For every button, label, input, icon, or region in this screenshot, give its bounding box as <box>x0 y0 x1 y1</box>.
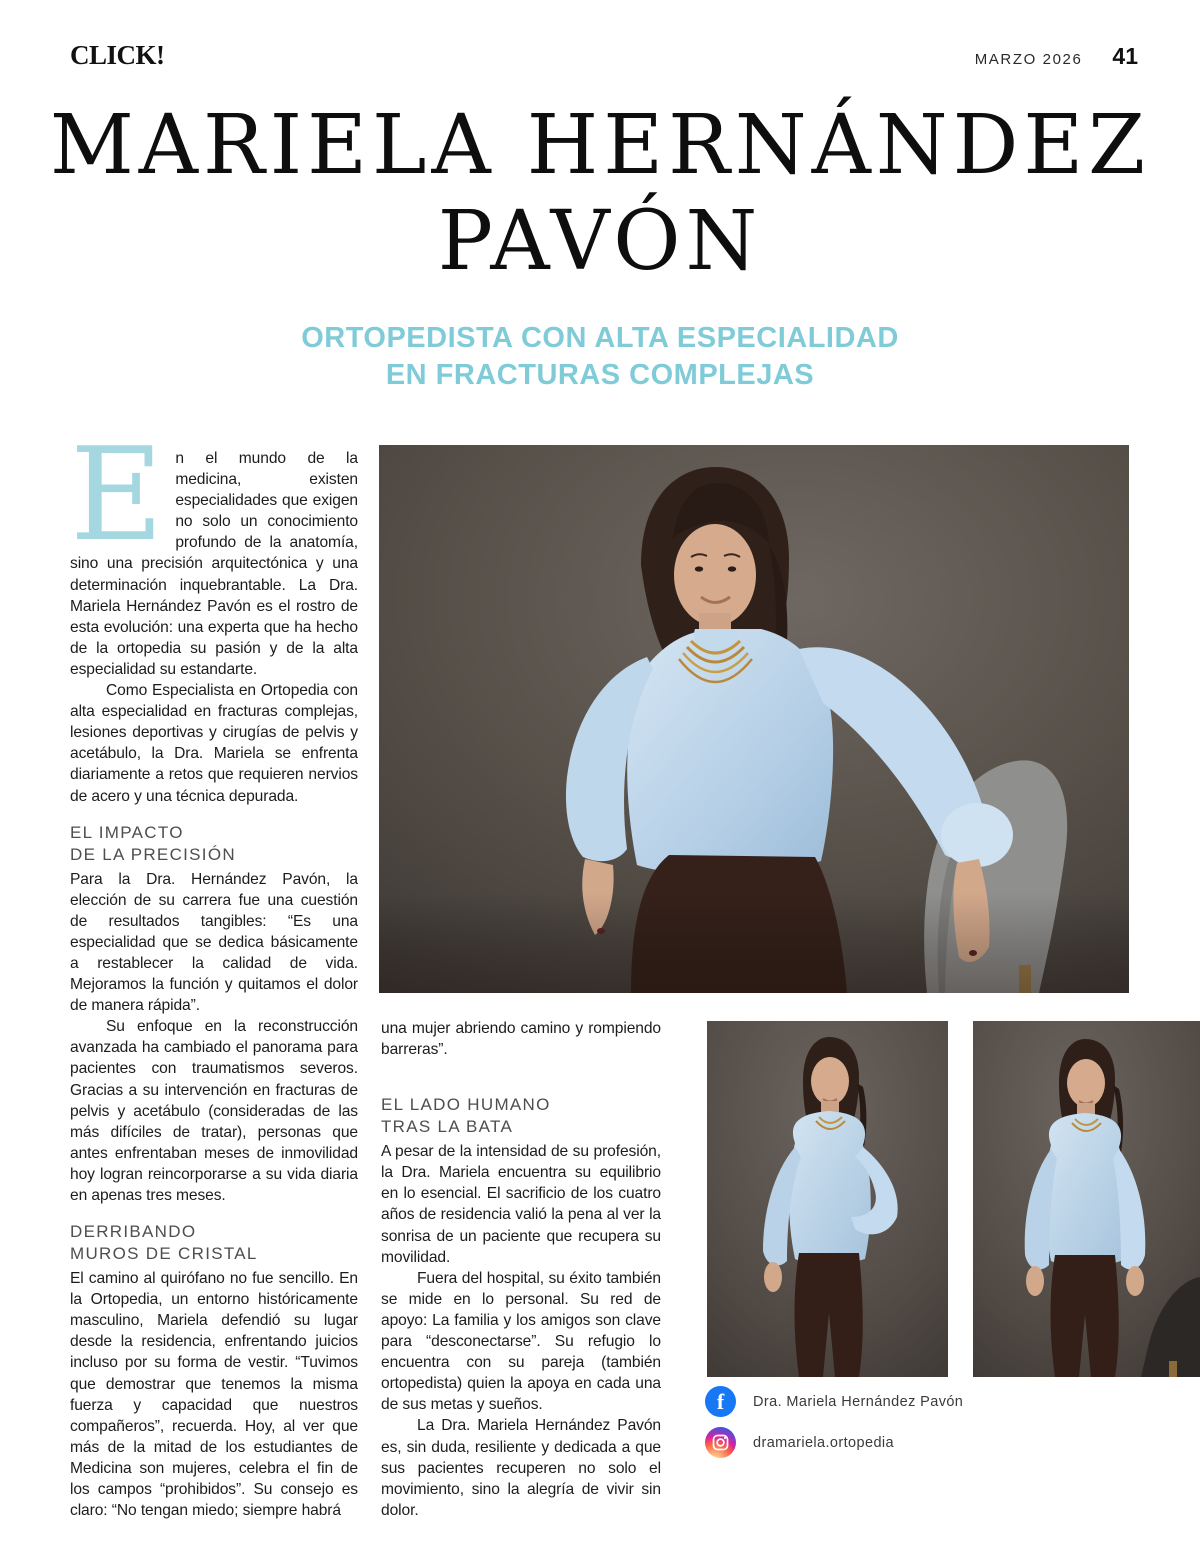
instagram-row <box>705 1427 963 1458</box>
article-title <box>0 98 1200 290</box>
facebook-icon: f <box>705 1386 736 1417</box>
instagram-glyph <box>712 1434 729 1451</box>
main-portrait-illustration <box>379 445 1129 993</box>
drop-cap: E <box>70 421 164 570</box>
impacto-paragraph-2: Su enfoque en la reconstrucción avanzada ha cambiado el panorama para pacientes con traumatismos severos. Gracias a su intervención en fracturas de pelvis y acetábulo (consideradas de las más difíciles de tratar), personas que antes enfrentaban meses de inmovilidad hoy logran reincorporarse a su vida diaria en apenas tres meses. <box>70 1018 358 1204</box>
standing-photo-right <box>973 1021 1200 1377</box>
impacto-paragraph-1: Para la Dra. Hernández Pavón, la elección de su carrera fue una cuestión de resultados tangibles: “Es una especialidad que se dedica básicamente a restablecer la calidad de vida. Mejoramos la función y quitamos el dolor de manera rápida”. <box>70 870 358 1015</box>
masthead-right <box>975 43 1138 70</box>
issue-date: MARZO 2026 <box>974 51 1083 68</box>
heading-el-impacto-line2: DE LA PRECISIÓN <box>70 844 236 864</box>
article-title-line1: MARIELA HERNÁNDEZ <box>49 98 1151 193</box>
heading-derribando-line1: DERRIBANDO <box>70 1222 197 1242</box>
magazine-logo: CLICK! <box>70 40 165 70</box>
heading-lado-humano-line2: TRAS LA BATA <box>381 1117 514 1137</box>
article-title-line2: PAVÓN <box>437 194 763 289</box>
masthead <box>70 40 1138 70</box>
instagram-handle: dramariela.ortopedia <box>753 1434 894 1451</box>
humano-paragraph-3: La Dra. Mariela Hernández Pavón es, sin duda, resiliente y dedicada a que sus pacientes recuperen no solo el movimiento, sino la alegría de vivir sin dolor. <box>381 1417 661 1519</box>
intro-paragraph-1 <box>70 421 358 680</box>
facebook-handle: Dra. Mariela Hernández Pavón <box>753 1393 964 1410</box>
main-portrait-photo <box>379 445 1129 993</box>
heading-el-impacto-line1: EL IMPACTO <box>70 822 184 842</box>
intro-paragraph-2: Como Especialista en Ortopedia con alta especialidad en fracturas complejas, lesiones deportivas y cirugías de pelvis y acetábulo, la Dra. Mariela se enfrenta diariamente a retos que requieren nervios de acero y una técnica depurada. <box>70 682 358 805</box>
social-links <box>705 1386 963 1468</box>
page-number: 41 <box>1112 43 1138 69</box>
heading-lado-humano <box>381 1094 661 1138</box>
photo-bottom-shade <box>379 893 1129 993</box>
muros-continuation: una mujer abriendo camino y rompiendo barreras”. <box>381 1020 661 1059</box>
humano-paragraph-2: Fuera del hospital, su éxito también se mide en lo personal. Su red de apoyo: La familia y los amigos son clave para “desconectarse”. Su refugio lo encuentra con su pareja (también ortopedista) quien la apoya en cada una de sus metas y sueños. <box>381 1269 661 1414</box>
muros-paragraph-1: El camino al quirófano no fue sencillo. En la Ortopedia, un entorno históricamente masculino, Mariela defendió su lugar desde la residencia, enfrentando juicios incluso por su forma de vestir. “Tuvimos que demostrar que tenemos la misma fuerza y capacidad que nuestros compañeros”, recuerda. Hoy, al ver que más de la mitad de los estudiantes de Medicina son mujeres, celebra el fin de los campos “prohibidos”. Su consejo es claro: “No tengan miedo; siempre habrá <box>70 1270 358 1520</box>
heading-derribando <box>70 1221 358 1265</box>
facebook-row <box>705 1386 963 1417</box>
article-subtitle-line1: ORTOPEDISTA CON ALTA ESPECIALIDAD <box>301 322 899 354</box>
humano-paragraph-1: A pesar de la intensidad de su profesión, la Dra. Mariela encuentra su equilibrio en lo esencial. El sacrificio de los cuatro años de residencia valió la pena al ver la sonrisa de un paciente que recupera su movilidad. <box>381 1143 661 1266</box>
heading-el-impacto <box>70 822 358 866</box>
instagram-icon <box>705 1427 736 1458</box>
heading-lado-humano-line1: EL LADO HUMANO <box>381 1095 551 1115</box>
middle-column <box>381 1018 661 1521</box>
standing-left-illustration <box>707 1021 948 1377</box>
heading-derribando-line2: MUROS DE CRISTAL <box>70 1244 258 1264</box>
standing-right-illustration <box>973 1021 1200 1377</box>
intro-paragraph-1-text: n el mundo de la medicina, existen especialidades que exigen no solo un conocimiento profundo de la anatomía, sino una precisión arquitectónica y una determinación inquebrantable. La Dra. Mariela Hernández Pavón es el rostro de esta evolución: una experta que ha hecho de la ortopedia su pasión y de la alta especialidad su estandarte. <box>70 450 358 678</box>
article-subtitle-line2: EN FRACTURAS COMPLEJAS <box>385 359 815 391</box>
left-column <box>70 421 358 1521</box>
standing-photo-left <box>707 1021 948 1377</box>
article-subtitle <box>0 320 1200 394</box>
